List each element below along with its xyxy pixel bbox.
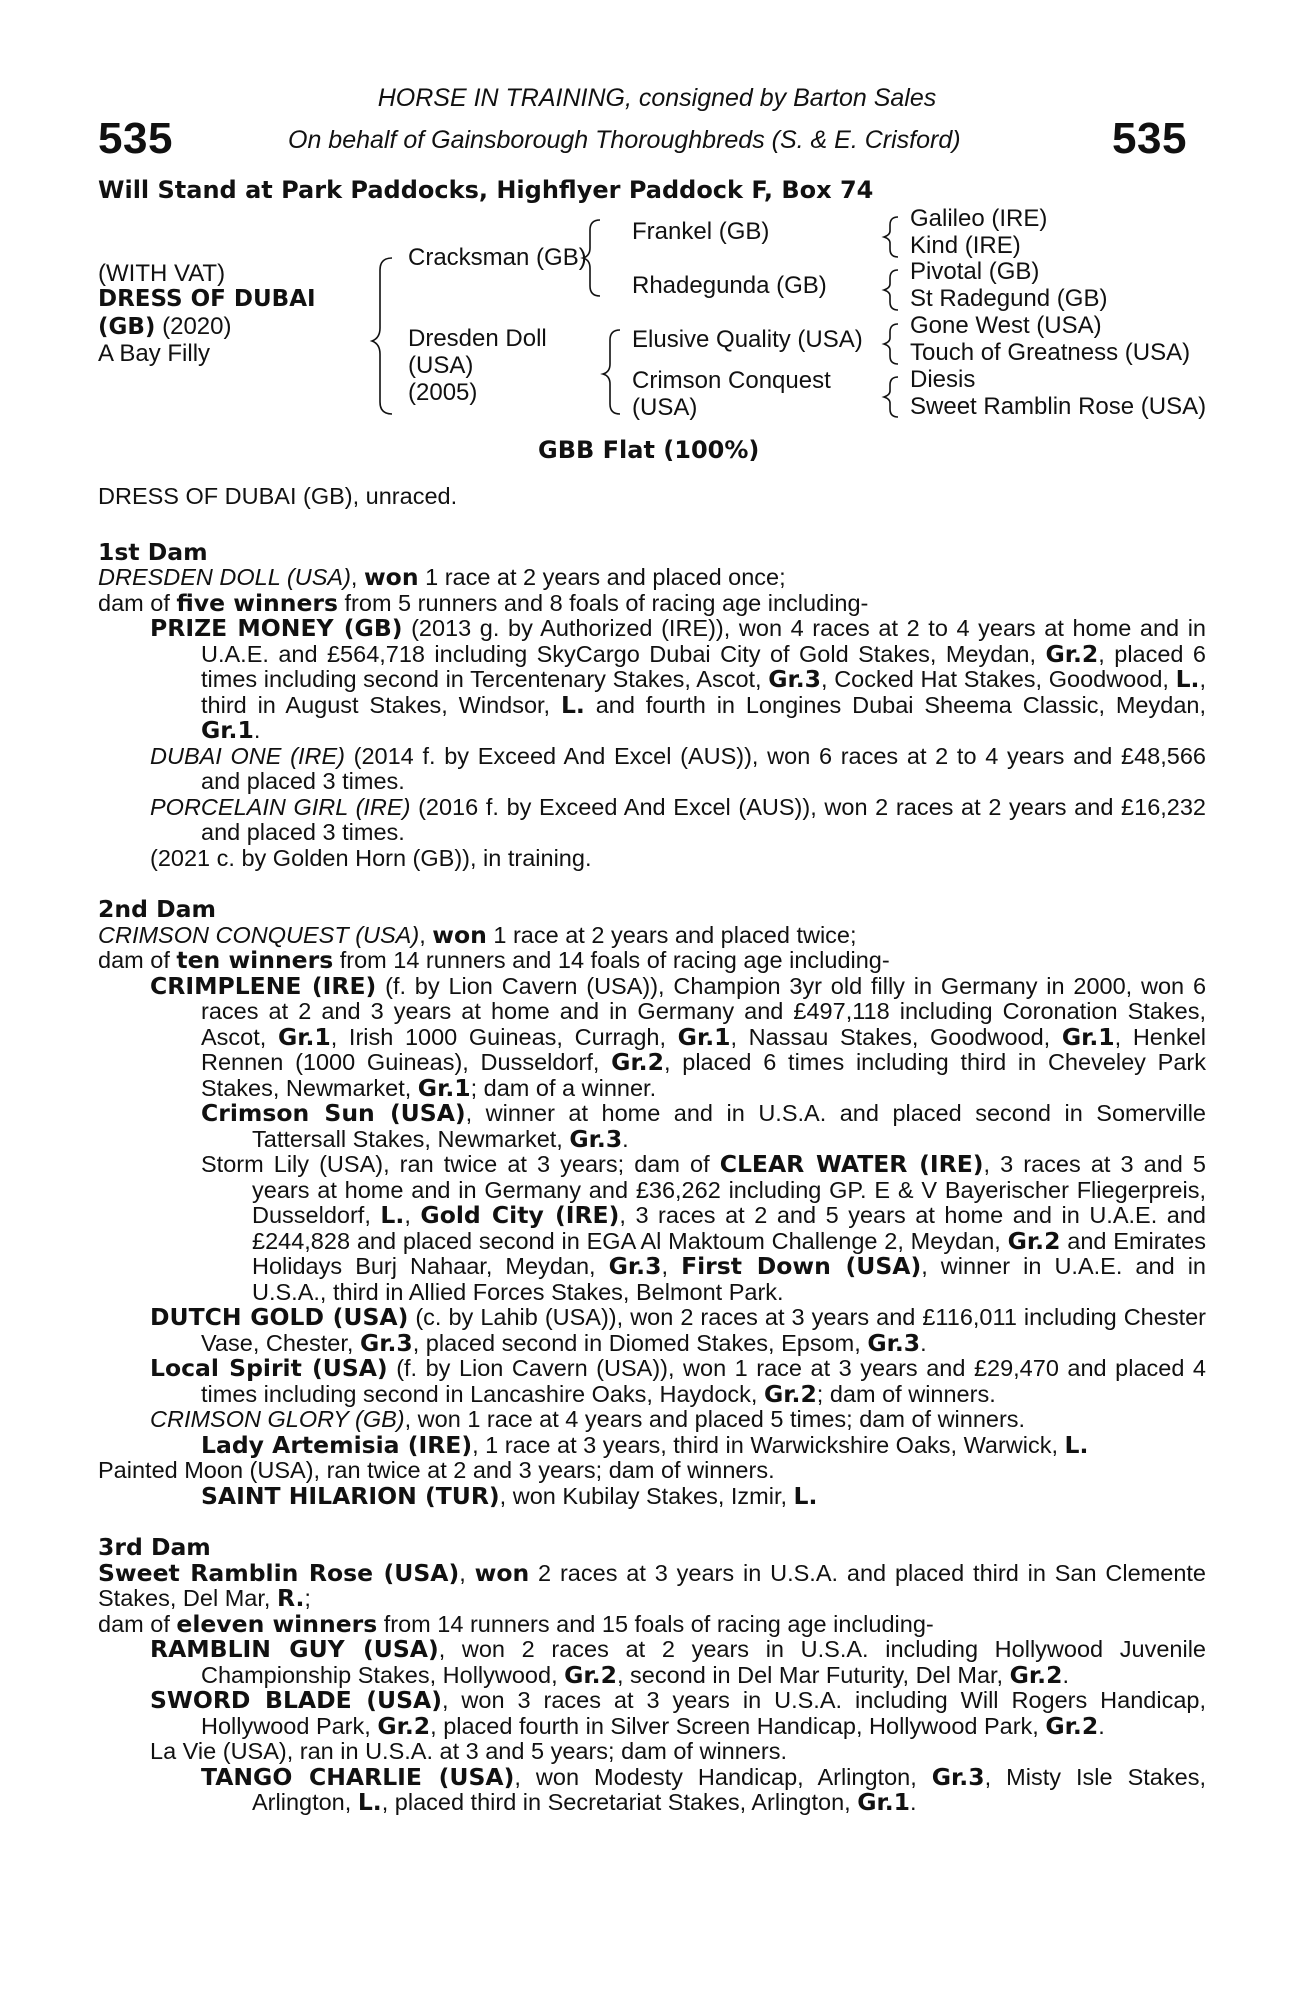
crimplene-text-a: (f. by Lion Cavern (USA)), Champion 3yr old filly in Germany in 2000, won 6 races at 2 and 3 years at home and in Germany and £497,118 including Coronation Stakes, Ascot, (201, 972, 1207, 1050)
crimson-sun-text-a: , winner at home and in U.S.A. and placed second in Somerville Tattersall Stakes, Newmarket, (252, 1100, 1206, 1152)
pedigree-sire-dam: Rhadegunda (GB) (632, 272, 827, 299)
dam1-dam-of: dam of (98, 589, 177, 616)
ramblin-guy-text-a: , won 2 races at 2 years in U.S.A. including Hollywood Juvenile Championship Stakes, Hollywood, (201, 1636, 1206, 1688)
storm-lily-text-g: , winner in U.A.E. and in U.S.A., third in Allied Forces Stakes, Belmont Park. (252, 1253, 1207, 1305)
dam2-name: CRIMSON CONQUEST (USA) (98, 921, 420, 948)
dam1-record: DRESDEN DOLL (USA), won 1 race at 2 years and placed once; (98, 563, 786, 591)
ramblin-guy-grade-2: Gr.2 (1009, 1660, 1063, 1689)
dam1-winners: five winners (176, 588, 338, 617)
pedigree-sss: Galileo (IRE) (910, 205, 1048, 232)
prize-money-grade-5: Gr.1 (201, 716, 254, 744)
pedigree-dam-name: Dresden Doll (408, 325, 547, 352)
dam2-record-text: 1 race at 2 years and placed twice; (486, 921, 857, 948)
vat-note: (WITH VAT) (98, 260, 226, 287)
pedigree-ddd: Sweet Ramblin Rose (USA) (910, 393, 1207, 420)
storm-lily-text-a: Storm Lily (USA), ran twice at 3 years; dam of (201, 1151, 720, 1177)
pedigree-sds: Pivotal (GB) (910, 258, 1040, 285)
dam2-entry-painted-moon: Painted Moon (USA), ran twice at 2 and 3 years; dam of winners. (98, 1457, 775, 1483)
lot-number-right: 535 (1112, 114, 1187, 163)
local-spirit-name: Local Spirit (USA) (150, 1354, 388, 1382)
dam2-dam-of: dam of (98, 947, 177, 973)
tango-charlie-grade-2: L. (357, 1788, 382, 1816)
brace-rhadegunda (884, 270, 898, 310)
dam3-runners: from 14 runners and 15 foals of racing age including- (377, 1610, 934, 1637)
dam1-entry-2021-colt: (2021 c. by Golden Horn (GB)), in training. (150, 844, 592, 871)
sword-blade-text-a: , won 3 races at 3 years in U.S.A. including Will Rogers Handicap, Hollywood Park, (201, 1687, 1206, 1739)
prize-money-grade-4: L. (560, 690, 585, 719)
dam3-produce-line (98, 1609, 1206, 1638)
prize-money-text-e: and fourth in Longines Dubai Sheema Classic, Meydan, (584, 691, 1206, 718)
dutch-gold-text-c: . (920, 1329, 927, 1356)
dam3-winners: eleven winners (176, 1609, 378, 1638)
dam3-won: won (474, 1558, 530, 1587)
porcelain-girl-text: (2016 f. by Exceed And Excel (AUS)), won 2 races at 2 years and £16,232 and placed 3 times. (201, 793, 1207, 845)
dam3-entry-ramblin-guy (98, 1637, 1206, 1688)
dutch-gold-text-a: (c. by Lahib (USA)), won 2 races at 3 years and £116,011 including Chester Vase, Chester, (201, 1304, 1206, 1356)
tango-charlie-name: TANGO CHARLIE (USA) (201, 1762, 515, 1791)
storm-lily-grade-2: Gr.2 (1007, 1226, 1061, 1255)
ramblin-guy-name: RAMBLIN GUY (USA) (150, 1635, 439, 1663)
dam3-entry-tango-charlie (98, 1762, 1206, 1816)
prize-money-text-c: , Cocked Hat Stakes, Goodwood, (821, 666, 1176, 692)
lady-artemisia-grade: L. (1064, 1430, 1089, 1459)
dubai-one-text: (2014 f. by Exceed And Excel (AUS)), won 6 races at 2 to 4 years and £48,566 and placed 3 times. (201, 742, 1206, 794)
horse-origin: (GB) (98, 314, 156, 340)
dam2-runners: from 14 runners and 14 foals of racing age including- (333, 947, 890, 973)
dam2-entry-crimplene (98, 971, 1207, 1102)
sword-blade-text-b: , placed fourth in Silver Screen Handicap, Hollywood Park, (430, 1712, 1046, 1739)
dam2-won: won (432, 920, 487, 949)
dam1-entry-prize-money (98, 616, 1206, 744)
prize-money-grade-3: L. (1175, 665, 1200, 693)
tango-charlie-grade-3: Gr.1 (857, 1788, 911, 1816)
tango-charlie-text-b: , Misty Isle Stakes, Arlington, (252, 1763, 1206, 1815)
lot-number-left: 535 (98, 114, 173, 163)
dam3-dam-of: dam of (98, 1610, 177, 1637)
storm-lily-grade-3: Gr.3 (608, 1252, 662, 1280)
pedigree-dam-dam (632, 367, 831, 421)
dam2-winners: ten winners (176, 946, 334, 974)
storm-lily-text-c: , (404, 1202, 421, 1228)
crimplene-text-b: , Irish 1000 Guineas, Curragh, (330, 1023, 678, 1050)
summary-line: DRESS OF DUBAI (GB), unraced. (98, 483, 458, 509)
crimplene-grade-2: Gr.1 (677, 1022, 731, 1051)
dam2-entry-crimson-sun (98, 1101, 1206, 1152)
storm-lily-text-f: , (661, 1253, 682, 1279)
dam1-entry-dubai-one (98, 744, 1206, 795)
pedigree-sire: Cracksman (GB) (408, 244, 587, 271)
storm-lily-grade-1: L. (380, 1201, 405, 1229)
dam2-entry-storm-lily (98, 1152, 1206, 1305)
vendor-line: On behalf of Gainsborough Thoroughbreds (S. & E. Crisford) (288, 126, 961, 154)
crimplene-text-f: ; dam of a winner. (470, 1074, 657, 1101)
crimplene-grade-4: Gr.2 (611, 1048, 664, 1076)
local-spirit-grade: Gr.2 (763, 1379, 817, 1408)
porcelain-girl-name: PORCELAIN GIRL (IRE) (150, 793, 411, 820)
catalogue-body (98, 484, 1206, 1816)
dam3-record: Sweet Ramblin Rose (USA), won 2 races at 3 years in U.S.A. and placed third in San Clemente Stakes, Del Mar, R.; (98, 1558, 1207, 1612)
dam1-won: won (363, 563, 419, 591)
ramblin-guy-text-b: , second in Del Mar Futurity, Del Mar, (616, 1661, 1010, 1688)
prize-money-grade-1: Gr.2 (1045, 639, 1099, 668)
location-line: Will Stand at Park Paddocks, Highflyer Paddock F, Box 74 (98, 176, 874, 204)
dam2-entry-dutch-gold (98, 1305, 1206, 1356)
dutch-gold-name: DUTCH GOLD (USA) (150, 1303, 409, 1331)
clear-water-name: CLEAR WATER (IRE) (719, 1150, 984, 1178)
dam1-produce-line (98, 588, 1206, 617)
first-down-name: First Down (USA) (681, 1252, 922, 1280)
prize-money-text-b: , placed 6 times including second in Tercentenary Stakes, Ascot, (201, 640, 1206, 692)
ramblin-guy-text-c: . (1062, 1661, 1069, 1688)
prize-money-text-a: (2013 g. by Authorized (IRE)), won 4 races at 2 to 4 years at home and in U.A.E. and £564,718 including SkyCargo Dubai City of Gold Stakes, Meydan, (201, 615, 1206, 667)
crimson-glory-name: CRIMSON GLORY (GB) (150, 1406, 405, 1432)
pedigree-dam-year: (2005) (408, 379, 478, 406)
crimson-sun-name: Crimson Sun (USA) (201, 1099, 466, 1127)
crimplene-text-e: , placed 6 times including third in Cheveley Park Stakes, Newmarket, (201, 1049, 1206, 1101)
pedigree-dam-dam-origin: (USA) (632, 394, 698, 421)
prize-money-text-d: , third in August Stakes, Windsor, (201, 666, 1206, 718)
tango-charlie-grade-1: Gr.3 (931, 1762, 985, 1791)
dam3-record-text-a: 2 races at 3 years in U.S.A. and placed third in San Clemente Stakes, Del Mar, (98, 1559, 1207, 1611)
brace-elusive (884, 324, 898, 364)
crimplene-grade-3: Gr.1 (1061, 1022, 1115, 1051)
dam2-heading: 2nd Dam (98, 895, 216, 923)
dam3-entry-la-vie: La Vie (USA), ran in U.S.A. at 3 and 5 years; dam of winners. (150, 1738, 787, 1764)
tango-charlie-text-d: . (910, 1789, 917, 1815)
dam1-record-text: 1 race at 2 years and placed once; (418, 564, 786, 590)
dubai-one-name: DUBAI ONE (IRE) (150, 742, 345, 769)
rating-line: GBB Flat (100%) (538, 436, 760, 464)
pedigree-dam-origin: (USA) (408, 352, 474, 379)
dam2-produce-line (98, 948, 1206, 974)
storm-lily-text-e: and Emirates Holidays Burj Nahaar, Meydan, (252, 1227, 1207, 1279)
dam3-heading: 3rd Dam (98, 1533, 211, 1561)
pedigree-ssd: Kind (IRE) (910, 232, 1021, 259)
crimson-glory-text: , won 1 race at 4 years and placed 5 times; dam of winners. (404, 1406, 1026, 1432)
saint-hilarion-text: , won Kubilay Stakes, Izmir, (499, 1482, 794, 1509)
dam3-name: Sweet Ramblin Rose (USA) (98, 1558, 460, 1587)
dam2-entry-lady-artemisia (98, 1430, 1206, 1459)
prize-money-name: PRIZE MONEY (GB) (150, 614, 403, 642)
lady-artemisia-name: Lady Artemisia (IRE) (201, 1430, 473, 1459)
storm-lily-text-b: , 3 races at 3 and 5 years at home and in Germany and £36,262 including GP. E & V Bayerischer Fliegerpreis, Dusseldorf, (252, 1151, 1206, 1228)
pedigree-sire-sire: Frankel (GB) (632, 218, 770, 245)
brace-frankel (884, 217, 898, 257)
sword-blade-text-c: . (1098, 1712, 1105, 1739)
pedigree-dds: Diesis (910, 366, 976, 393)
horse-name: DRESS OF DUBAI (98, 286, 316, 312)
brace-main (372, 258, 392, 414)
dam2-entry-local-spirit (98, 1356, 1206, 1407)
pedigree-dam (408, 325, 547, 406)
lady-artemisia-text: , 1 race at 3 years, third in Warwickshire Oaks, Warwick, (472, 1431, 1065, 1458)
dam3-record-grade: R. (276, 1584, 305, 1612)
saint-hilarion-grade: L. (793, 1481, 818, 1510)
dutch-gold-grade-2: Gr.3 (867, 1328, 921, 1357)
crimplene-name: CRIMPLENE (IRE) (150, 971, 377, 1000)
crimson-sun-grade: Gr.3 (569, 1124, 623, 1153)
consignment-line: HORSE IN TRAINING, consigned by Barton Sales (377, 84, 937, 112)
pedigree-dss: Gone West (USA) (910, 312, 1102, 339)
dam1-name: DRESDEN DOLL (USA) (98, 564, 351, 590)
prize-money-text-f: . (253, 717, 261, 743)
local-spirit-text-b: ; dam of winners. (816, 1380, 996, 1407)
dam2-record: CRIMSON CONQUEST (USA), won 1 race at 2 years and placed twice; (98, 920, 857, 949)
dutch-gold-text-b: , placed second in Diomed Stakes, Epsom, (412, 1329, 868, 1356)
crimplene-grade-1: Gr.1 (277, 1022, 331, 1051)
crimson-sun-text-b: . (622, 1125, 629, 1152)
prize-money-grade-2: Gr.3 (768, 665, 822, 693)
crimplene-text-d: , Henkel Rennen (1000 Guineas), Dusseldorf, (201, 1023, 1206, 1075)
brace-dam (603, 330, 620, 414)
brace-crimson (884, 377, 898, 417)
horse-description: A Bay Filly (98, 340, 211, 367)
dam3-entry-sword-blade (98, 1688, 1206, 1739)
dutch-gold-grade-1: Gr.3 (359, 1328, 413, 1357)
ramblin-guy-grade-1: Gr.2 (564, 1660, 617, 1689)
crimplene-grade-5: Gr.1 (417, 1073, 471, 1102)
saint-hilarion-name: SAINT HILARION (TUR) (201, 1481, 500, 1510)
horse-year: (2020) (162, 313, 232, 340)
dam3-record-text-b: ; (304, 1585, 311, 1611)
pedigree-dam-dam-name: Crimson Conquest (632, 367, 831, 394)
sword-blade-grade-2: Gr.2 (1045, 1711, 1099, 1740)
tango-charlie-text-c: , placed third in Secretariat Stakes, Arlington, (381, 1789, 858, 1815)
pedigree-dam-sire: Elusive Quality (USA) (632, 326, 863, 353)
dam1-runners: from 5 runners and 8 foals of racing age including- (337, 589, 869, 616)
sword-blade-grade-1: Gr.2 (377, 1711, 431, 1740)
tango-charlie-text-a: , won Modesty Handicap, Arlington, (514, 1763, 932, 1790)
dam2-entry-crimson-glory (98, 1407, 1206, 1433)
pedigree-sdd: St Radegund (GB) (910, 285, 1108, 312)
sword-blade-name: SWORD BLADE (USA) (150, 1686, 442, 1714)
storm-lily-text-d: , 3 races at 2 and 5 years at home and in U.A.E. and £244,828 and placed second in EGA Al Maktoum Challenge 2, Meydan, (252, 1202, 1206, 1254)
crimplene-text-c: , Nassau Stakes, Goodwood, (730, 1023, 1062, 1050)
dam1-entry-porcelain-girl (98, 795, 1206, 846)
dam1-heading: 1st Dam (98, 537, 208, 566)
dam2-entry-saint-hilarion (98, 1481, 1206, 1510)
local-spirit-text-a: (f. by Lion Cavern (USA)), won 1 race at 3 years and £29,470 and placed 4 times including second in Lancashire Oaks, Haydock, (201, 1355, 1206, 1407)
pedigree-dsd: Touch of Greatness (USA) (910, 339, 1191, 366)
gold-city-name: Gold City (IRE) (420, 1201, 620, 1229)
